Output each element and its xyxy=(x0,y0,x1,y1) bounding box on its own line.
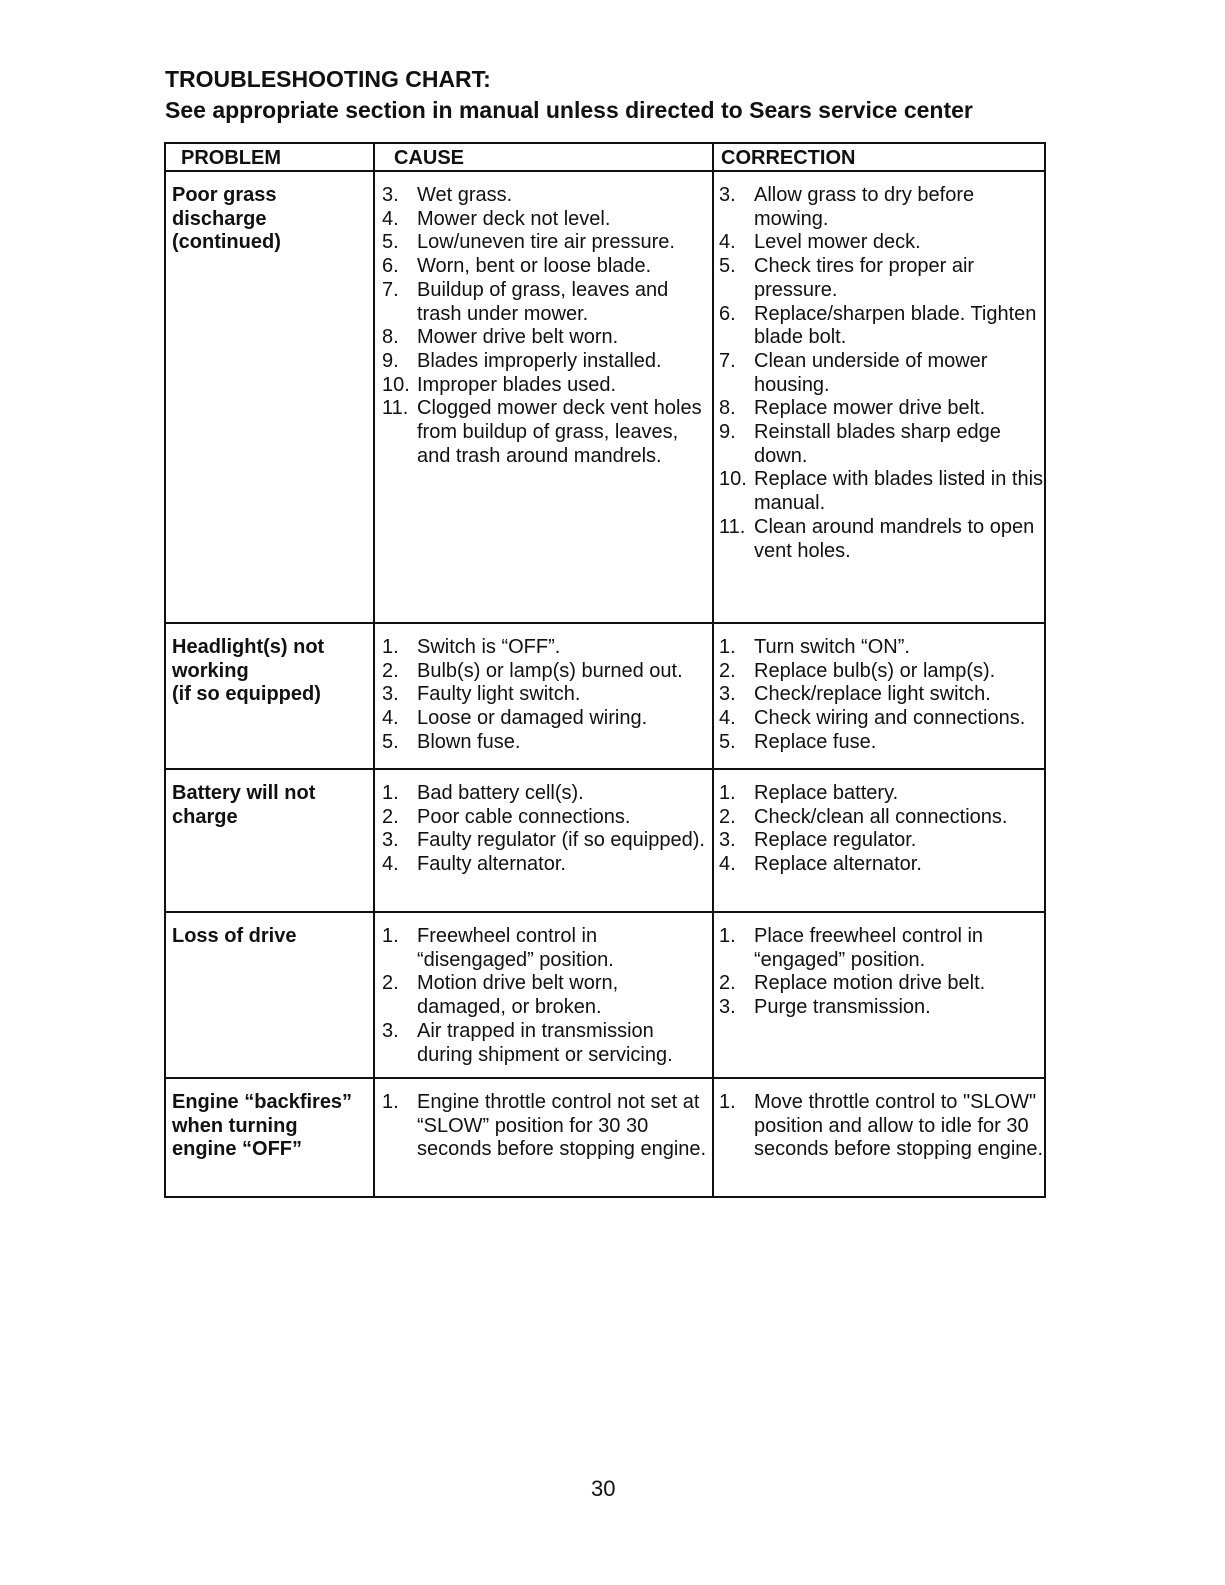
item-text: Replace motion drive belt. xyxy=(754,972,986,995)
chart-subtitle: See appropriate section in manual unless directed to Sears service center xyxy=(165,97,973,123)
problem-line: Headlight(s) not xyxy=(172,636,325,658)
cause-item xyxy=(382,853,710,877)
item-text: Worn, bent or loose blade. xyxy=(417,255,652,278)
item-number: 5. xyxy=(382,730,399,753)
item-text: Mower drive belt worn. xyxy=(417,326,619,349)
item-number: 1. xyxy=(719,1091,736,1113)
item-number: 3. xyxy=(382,683,399,706)
item-text: Bulb(s) or lamp(s) burned out. xyxy=(417,659,683,682)
item-number: 4. xyxy=(382,707,399,730)
problem-cell xyxy=(172,1091,372,1162)
item-text: Replace battery. xyxy=(754,782,899,804)
correction-item xyxy=(719,806,1045,830)
cause-item xyxy=(382,660,710,684)
correction-item xyxy=(719,350,1045,397)
item-number: 2. xyxy=(382,972,399,995)
correction-item xyxy=(719,731,1045,755)
item-text: Replace alternator. xyxy=(754,853,922,876)
troubleshooting-table xyxy=(164,142,1046,1198)
problem-line: charge xyxy=(172,805,238,828)
item-text: Loose or damaged wiring. xyxy=(417,707,648,730)
item-text: Motion drive belt worn, damaged, or broken. xyxy=(417,972,619,1019)
item-text: Clogged mower deck vent holes from buildup of grass, leaves, and trash around mandrels. xyxy=(417,397,702,467)
problem-cell xyxy=(172,636,372,707)
item-number: 6. xyxy=(719,302,736,325)
item-number: 5. xyxy=(719,255,736,278)
cause-item xyxy=(382,636,710,660)
correction-cell xyxy=(719,925,1045,1020)
header-problem: PROBLEM xyxy=(181,147,281,169)
item-number: 3. xyxy=(719,829,736,852)
item-text: Reinstall blades sharp edge down. xyxy=(754,421,1001,467)
item-text: Check/replace light switch. xyxy=(754,683,991,706)
cause-item xyxy=(382,326,710,350)
item-text: Bad battery cell(s). xyxy=(417,782,584,804)
item-text: Check/clean all connections. xyxy=(754,805,1008,828)
item-number: 8. xyxy=(719,397,736,420)
correction-cell xyxy=(719,1091,1045,1162)
item-number: 2. xyxy=(719,805,736,828)
cause-item xyxy=(382,683,710,707)
problem-line: working xyxy=(172,659,249,682)
item-number: 4. xyxy=(382,207,399,230)
item-number: 3. xyxy=(719,996,736,1019)
item-number: 9. xyxy=(719,421,736,444)
problem-line: (continued) xyxy=(172,231,281,254)
correction-item xyxy=(719,707,1045,731)
problem-line: engine “OFF” xyxy=(172,1138,302,1161)
item-text: Replace mower drive belt. xyxy=(754,397,986,420)
item-number: 9. xyxy=(382,349,399,372)
cause-cell xyxy=(382,636,710,755)
item-number: 10. xyxy=(382,373,410,396)
item-number: 11. xyxy=(719,515,746,538)
problem-line: (if so equipped) xyxy=(172,683,321,706)
item-text: Turn switch “ON”. xyxy=(754,636,910,658)
item-text: Replace with blades listed in this manual. xyxy=(754,468,1044,515)
item-number: 3. xyxy=(382,184,399,206)
item-text: Replace bulb(s) or lamp(s). xyxy=(754,659,996,682)
correction-item xyxy=(719,231,1045,255)
header-cause: CAUSE xyxy=(394,147,465,169)
row-divider xyxy=(166,911,1044,913)
item-text: Blown fuse. xyxy=(417,730,521,753)
correction-item xyxy=(719,303,1045,350)
row-divider xyxy=(166,768,1044,770)
item-number: 1. xyxy=(719,925,736,947)
problem-cell xyxy=(172,925,372,949)
problem-line: Battery will not xyxy=(172,782,316,804)
item-text: Clean around mandrels to open vent holes. xyxy=(754,515,1035,562)
correction-item xyxy=(719,468,1045,515)
cause-item xyxy=(382,731,710,755)
item-number: 2. xyxy=(382,659,399,682)
cause-item xyxy=(382,350,710,374)
cause-item xyxy=(382,925,710,972)
item-text: Poor cable connections. xyxy=(417,805,631,828)
item-number: 8. xyxy=(382,326,399,349)
item-number: 7. xyxy=(719,349,736,372)
item-number: 3. xyxy=(719,683,736,706)
column-divider xyxy=(373,144,375,1196)
item-text: Switch is “OFF”. xyxy=(417,636,561,658)
item-text: Engine throttle control not set at “SLOW” position for 30 30 seconds before stopping engine. xyxy=(417,1091,707,1161)
item-number: 4. xyxy=(719,707,736,730)
correction-item xyxy=(719,184,1045,231)
cause-item xyxy=(382,231,710,255)
item-number: 2. xyxy=(382,805,399,828)
item-text: Faulty light switch. xyxy=(417,683,581,706)
item-text: Air trapped in transmission during shipment or servicing. xyxy=(417,1019,673,1066)
correction-item xyxy=(719,421,1045,468)
cause-item xyxy=(382,782,710,806)
item-number: 2. xyxy=(719,972,736,995)
cause-item xyxy=(382,829,710,853)
cause-item xyxy=(382,806,710,830)
item-text: Move throttle control to "SLOW" position and allow to idle for 30 seconds before stopping engine. xyxy=(754,1091,1044,1161)
cause-item xyxy=(382,279,710,326)
item-text: Buildup of grass, leaves and trash under mower. xyxy=(417,278,669,325)
item-text: Place freewheel control in “engaged” position. xyxy=(754,925,984,971)
correction-item xyxy=(719,972,1045,996)
item-number: 6. xyxy=(382,255,399,278)
problem-line: Engine “backfires” xyxy=(172,1091,353,1113)
item-text: Improper blades used. xyxy=(417,373,617,396)
cause-cell xyxy=(382,1091,710,1162)
item-text: Replace regulator. xyxy=(754,829,917,852)
item-text: Clean underside of mower housing. xyxy=(754,349,988,396)
item-number: 4. xyxy=(382,853,399,876)
cause-item xyxy=(382,1020,710,1067)
problem-line: discharge xyxy=(172,207,267,230)
item-number: 1. xyxy=(382,925,399,947)
item-text: Level mower deck. xyxy=(754,231,921,254)
item-text: Check tires for proper air pressure. xyxy=(754,255,975,301)
item-text: Faulty regulator (if so equipped). xyxy=(417,829,705,852)
correction-item xyxy=(719,829,1045,853)
chart-title: TROUBLESHOOTING CHART: xyxy=(165,66,491,92)
item-text: Freewheel control in “disengaged” position. xyxy=(417,925,614,971)
cause-item xyxy=(382,397,710,468)
correction-item xyxy=(719,996,1045,1020)
item-text: Purge transmission. xyxy=(754,996,931,1019)
problem-line: Poor grass xyxy=(172,184,277,206)
cause-cell xyxy=(382,782,710,877)
correction-cell xyxy=(719,782,1045,877)
column-divider xyxy=(712,144,714,1196)
correction-item xyxy=(719,516,1045,563)
item-number: 5. xyxy=(382,231,399,254)
row-divider xyxy=(166,622,1044,624)
cause-item xyxy=(382,374,710,398)
item-text: Replace/sharpen blade. Tighten blade bolt. xyxy=(754,302,1037,349)
item-text: Allow grass to dry before mowing. xyxy=(754,184,975,230)
item-number: 7. xyxy=(382,278,399,301)
item-text: Mower deck not level. xyxy=(417,207,611,230)
correction-item xyxy=(719,925,1045,972)
header-correction: CORRECTION xyxy=(721,147,856,169)
cause-item xyxy=(382,208,710,232)
item-text: Replace fuse. xyxy=(754,730,877,753)
problem-line: when turning xyxy=(172,1114,298,1137)
item-number: 11. xyxy=(382,397,409,420)
page-number: 30 xyxy=(591,1476,616,1501)
cause-item xyxy=(382,184,710,208)
correction-item xyxy=(719,397,1045,421)
correction-item xyxy=(719,853,1045,877)
item-number: 3. xyxy=(382,1019,399,1042)
problem-cell xyxy=(172,184,372,255)
item-number: 4. xyxy=(719,853,736,876)
correction-item xyxy=(719,683,1045,707)
cause-cell xyxy=(382,184,710,468)
item-number: 4. xyxy=(719,231,736,254)
problem-line: Loss of drive xyxy=(172,925,297,947)
cause-item xyxy=(382,707,710,731)
item-number: 2. xyxy=(719,659,736,682)
cause-cell xyxy=(382,925,710,1067)
item-number: 3. xyxy=(719,184,736,206)
correction-item xyxy=(719,660,1045,684)
problem-cell xyxy=(172,782,372,829)
item-text: Check wiring and connections. xyxy=(754,707,1026,730)
item-number: 3. xyxy=(382,829,399,852)
correction-cell xyxy=(719,184,1045,563)
item-number: 1. xyxy=(382,636,399,658)
correction-cell xyxy=(719,636,1045,755)
cause-item xyxy=(382,255,710,279)
item-number: 10. xyxy=(719,468,747,491)
header-divider xyxy=(166,170,1044,172)
correction-item xyxy=(719,636,1045,660)
item-number: 1. xyxy=(719,636,736,658)
item-text: Blades improperly installed. xyxy=(417,349,662,372)
item-text: Low/uneven tire air pressure. xyxy=(417,231,675,254)
item-text: Faulty alternator. xyxy=(417,853,566,876)
correction-item xyxy=(719,782,1045,806)
correction-item xyxy=(719,1091,1045,1162)
item-number: 1. xyxy=(382,782,399,804)
item-number: 5. xyxy=(719,730,736,753)
correction-item xyxy=(719,255,1045,302)
cause-item xyxy=(382,1091,710,1162)
item-number: 1. xyxy=(719,782,736,804)
item-number: 1. xyxy=(382,1091,399,1113)
row-divider xyxy=(166,1077,1044,1079)
cause-item xyxy=(382,972,710,1019)
item-text: Wet grass. xyxy=(417,184,513,206)
